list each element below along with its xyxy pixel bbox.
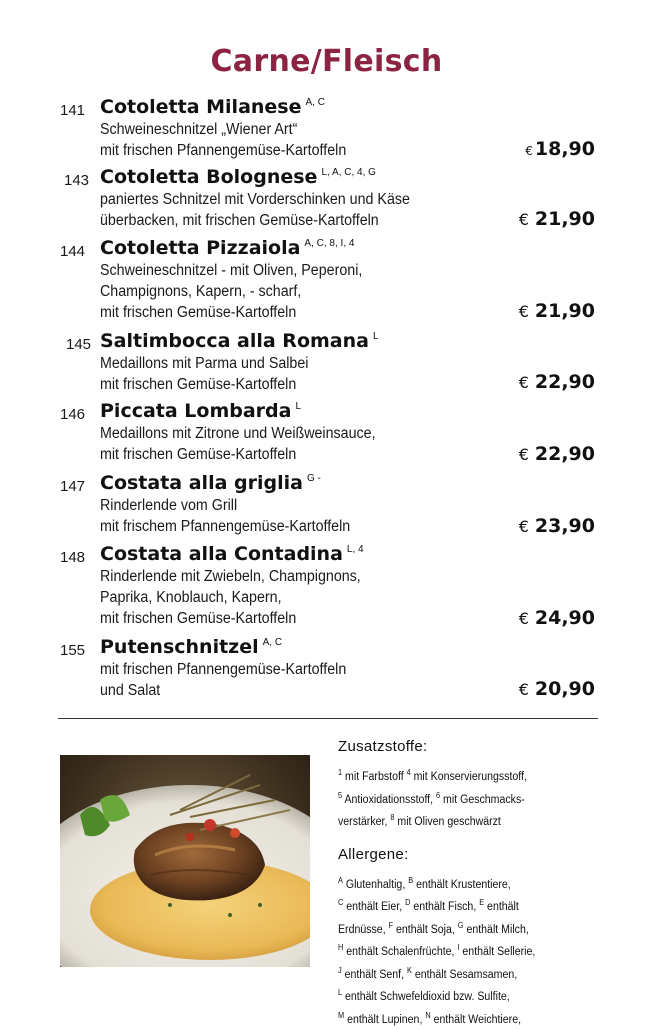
item-name-text: Cotoletta Bolognese: [100, 166, 317, 188]
menu-item: [0, 400, 653, 467]
footnote-marker: G: [458, 921, 464, 930]
footnote-marker: N: [425, 1011, 430, 1020]
footnote-marker: 8: [390, 813, 394, 822]
footnote-text: enthält Schwefeldioxid bzw. Sulfite,: [342, 991, 510, 1003]
item-description-line: Medaillons mit Zitrone und Weißweinsauce,: [100, 423, 376, 444]
footnote-text: enthält: [484, 901, 519, 913]
allergens-line: [338, 917, 596, 940]
currency-symbol: €: [519, 445, 529, 464]
footnote-marker: E: [479, 898, 484, 907]
item-name-text: Putenschnitzel: [100, 636, 259, 658]
currency-symbol: €: [519, 609, 529, 628]
item-description-line: Champignons, Kapern, - scharf,: [100, 281, 362, 302]
footnote-marker: 4: [407, 768, 411, 777]
footnote-marker: B: [408, 876, 413, 885]
footnote-text: mit Konservierungsstoff,: [411, 771, 527, 783]
item-description-line: Schweineschnitzel „Wiener Art“: [100, 119, 346, 140]
item-description-line: Medaillons mit Parma und Salbei: [100, 353, 308, 374]
item-number: 146: [60, 406, 85, 423]
footnote-text: enthält Fisch,: [410, 901, 479, 913]
item-number: 141: [60, 102, 85, 119]
item-number: 148: [60, 549, 85, 566]
item-description: [100, 260, 362, 323]
item-price: [519, 607, 595, 629]
additives-line: [338, 809, 596, 832]
menu-item: [0, 166, 653, 232]
allergens-line: [338, 962, 596, 985]
item-description-line: mit frischen Pfannengemüse-Kartoffeln: [100, 659, 346, 680]
footnote-marker: C: [338, 898, 343, 907]
item-description-line: mit frischen Gemüse-Kartoffeln: [100, 608, 361, 629]
item-description-line: mit frischen Gemüse-Kartoffeln: [100, 374, 308, 395]
footnote-text: enthält Schalenfrüchte,: [343, 946, 457, 958]
footnote-marker: M: [338, 1011, 344, 1020]
currency-symbol: €: [519, 517, 529, 536]
item-name-text: Cotoletta Pizzaiola: [100, 237, 300, 259]
item-description: [100, 353, 308, 395]
item-price: [519, 300, 595, 322]
item-allergen-codes: L: [373, 331, 379, 342]
additives-line: [338, 764, 596, 787]
item-price: [519, 678, 595, 700]
menu-item: [0, 543, 653, 631]
dish-photo: [60, 755, 310, 967]
item-price: [519, 443, 595, 465]
item-description-line: mit frischen Gemüse-Kartoffeln: [100, 444, 376, 465]
item-allergen-codes: L, 4: [347, 544, 364, 555]
item-name-text: Piccata Lombarda: [100, 400, 291, 422]
item-allergen-codes: G -: [307, 473, 321, 484]
item-description: [100, 423, 376, 465]
footnote-marker: F: [389, 921, 393, 930]
allergens-heading: Allergene:: [338, 846, 618, 863]
item-number: 145: [66, 336, 91, 353]
footnote-marker: D: [405, 898, 410, 907]
item-description-line: Rinderlende mit Zwiebeln, Champignons,: [100, 566, 361, 587]
item-number: 144: [60, 243, 85, 260]
item-description: [100, 566, 361, 629]
item-allergen-codes: L, A, C, 4, G: [321, 167, 375, 178]
page-title: Carne/Fleisch: [0, 44, 653, 79]
footnote-marker: I: [457, 943, 459, 952]
price-value: 23,90: [535, 515, 595, 537]
currency-symbol: €: [519, 302, 529, 321]
footnote-marker: A: [338, 876, 343, 885]
item-price: [519, 371, 595, 393]
footnote-marker: K: [407, 966, 412, 975]
footnote-marker: 5: [338, 791, 342, 800]
footnote-marker: H: [338, 943, 343, 952]
footnote-marker: 1: [338, 768, 342, 777]
item-description-line: Rinderlende vom Grill: [100, 495, 350, 516]
menu-item: [0, 472, 653, 539]
footnote-text: enthält Lupinen,: [344, 1014, 425, 1026]
item-allergen-codes: A, C: [263, 637, 282, 648]
footnote-text: Erdnüsse,: [338, 924, 389, 936]
footnote-marker: J: [338, 966, 342, 975]
allergens-line: [338, 872, 596, 895]
allergens-line: [338, 1007, 596, 1029]
menu-item: [0, 96, 653, 162]
footnote-text: mit Farbstoff: [342, 771, 406, 783]
item-name: [100, 472, 321, 494]
item-name-text: Cotoletta Milanese: [100, 96, 302, 118]
currency-symbol: €: [525, 144, 533, 158]
footnote-text: Antioxidationsstoff,: [342, 794, 436, 806]
item-name-text: Costata alla griglia: [100, 472, 303, 494]
price-value: 20,90: [535, 678, 595, 700]
price-value: 24,90: [535, 607, 595, 629]
item-name-text: Costata alla Contadina: [100, 543, 343, 565]
footnote-marker: 6: [436, 791, 440, 800]
item-description-line: Paprika, Knoblauch, Kapern,: [100, 587, 361, 608]
footnote-text: Glutenhaltig,: [343, 879, 408, 891]
item-number: 155: [60, 642, 85, 659]
price-value: 22,90: [535, 371, 595, 393]
footnote-text: verstärker,: [338, 816, 390, 828]
allergens-line: [338, 894, 596, 917]
price-value: 21,90: [535, 300, 595, 322]
item-description-line: und Salat: [100, 680, 346, 701]
item-allergen-codes: L: [295, 401, 301, 412]
item-description-line: mit frischen Pfannengemüse-Kartoffeln: [100, 140, 346, 161]
currency-symbol: €: [519, 373, 529, 392]
item-price: [525, 138, 595, 160]
item-description: [100, 119, 346, 161]
item-price: [519, 208, 595, 230]
price-value: 18,90: [535, 138, 595, 160]
item-description-line: überbacken, mit frischen Gemüse-Kartoffeln: [100, 210, 410, 231]
menu-item: [0, 237, 653, 324]
item-name: [100, 400, 301, 422]
item-allergen-codes: A, C, 8, I, 4: [304, 238, 354, 249]
section-divider: [58, 718, 598, 719]
item-name: [100, 237, 354, 259]
item-description-line: paniertes Schnitzel mit Vorderschinken und Käse: [100, 189, 410, 210]
item-description: [100, 659, 346, 701]
item-name: [100, 330, 379, 352]
footnote-text: enthält Sesamsamen,: [412, 969, 517, 981]
footnote-text: enthält Soja,: [393, 924, 458, 936]
item-allergen-codes: A, C: [306, 97, 325, 108]
item-description-line: Schweineschnitzel - mit Oliven, Peperoni,: [100, 260, 362, 281]
footnote-text: mit Oliven geschwärzt: [394, 816, 500, 828]
item-name-text: Saltimbocca alla Romana: [100, 330, 369, 352]
item-name: [100, 166, 376, 188]
footnote-text: enthält Milch,: [464, 924, 529, 936]
currency-symbol: €: [519, 680, 529, 699]
footnote-text: enthält Krustentiere,: [413, 879, 511, 891]
currency-symbol: €: [519, 210, 529, 229]
info-panel: [338, 738, 618, 1029]
additives-text: [338, 764, 596, 832]
allergens-text: [338, 872, 596, 1029]
allergens-line: [338, 939, 596, 962]
additives-line: [338, 787, 596, 810]
item-name: [100, 636, 282, 658]
footnote-text: enthält Senf,: [342, 969, 407, 981]
item-name: [100, 96, 325, 118]
item-name: [100, 543, 364, 565]
item-price: [519, 515, 595, 537]
footnote-text: enthält Eier,: [343, 901, 405, 913]
menu-item: [0, 330, 653, 395]
item-number: 143: [64, 172, 89, 189]
footnote-marker: L: [338, 988, 342, 997]
price-value: 21,90: [535, 208, 595, 230]
menu-item: [0, 636, 653, 702]
item-description: [100, 189, 410, 231]
footnote-text: enthält Sellerie,: [459, 946, 535, 958]
additives-heading: Zusatzstoffe:: [338, 738, 618, 755]
footnote-text: enthält Weichtiere,: [431, 1014, 521, 1026]
price-value: 22,90: [535, 443, 595, 465]
allergens-line: [338, 984, 596, 1007]
item-description-line: mit frischen Gemüse-Kartoffeln: [100, 302, 362, 323]
item-description: [100, 495, 350, 537]
item-number: 147: [60, 478, 85, 495]
footnote-text: mit Geschmacks-: [440, 794, 525, 806]
dish-photo-illustration: [60, 755, 310, 967]
item-description-line: mit frischem Pfannengemüse-Kartoffeln: [100, 516, 350, 537]
